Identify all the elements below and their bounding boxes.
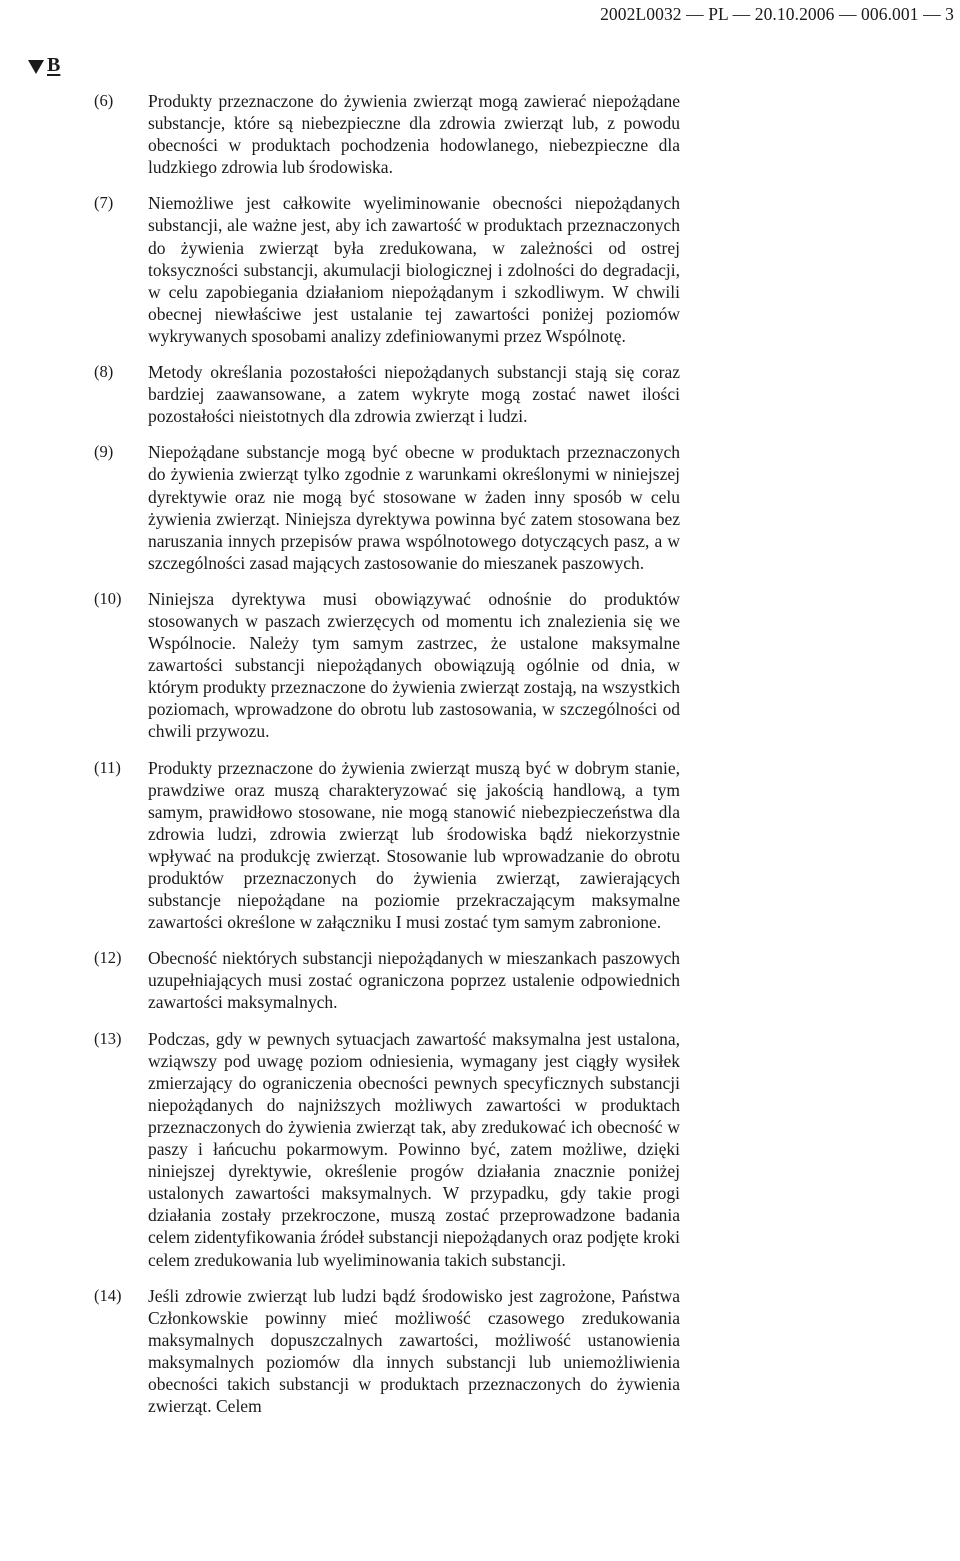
recital-text: Niemożliwe jest całkowite wyeliminowanie obecności niepożądanych substancji, ale ważne jest, aby ich zawartość w produktach przeznaczonych do żywienia zwierząt była zredukowana, w zależności od ostrej toksyczności substancji, akumulacji biologicznej i zdolności do degradacji, w celu zapobiegania działaniom niepożądanym i szkodliwym. W chwili obecnej niewłaściwe jest ustalanie tej zawartości poniżej poziomów wykrywanych sposobami analizy zdefiniowanymi przez Wspólnotę. (148, 193, 680, 346)
recital-6 (94, 90, 680, 178)
recitals-list (94, 90, 680, 1431)
recital-text: Produkty przeznaczone do żywienia zwierząt mogą zawierać niepożądane substancje, które są niebezpieczne dla zdrowia zwierząt lub, z powodu obecności w produktach pochodzenia hodowlanego, niebezpieczne dla ludzkiego zdrowia lub środowiska. (148, 91, 680, 178)
recital-7 (94, 192, 680, 347)
triangle-down-icon (28, 60, 44, 74)
recital-number: (13) (94, 1028, 122, 1048)
recital-text: Obecność niektórych substancji niepożądanych w mieszankach paszowych uzupełniających musi zostać ograniczona poprzez ustalenie odpowiednich zawartości maksymalnych. (148, 948, 680, 1013)
recital-number: (7) (94, 193, 114, 213)
recital-14 (94, 1285, 680, 1418)
recital-number: (11) (94, 757, 121, 777)
recital-number: (10) (94, 588, 122, 608)
recital-text: Produkty przeznaczone do żywienia zwierząt muszą być w dobrym stanie, prawdziwe oraz muszą charakteryzować się jakością handlową, a tym samym, prawidłowo stosowane, nie mogą stanowić niebezpieczeństwa dla zdrowia ludzi, zdrowia zwierząt lub środowiska bądź niekorzystnie wpływać na produkcję zwierząt. Stosowanie lub wprowadzanie do obrotu produktów przeznaczonych do żywienia zwierząt, zawierających substancje niepożądane na poziomie przekraczającym maksymalne zawartości określone w załączniku I musi zostać tym samym zabronione. (148, 757, 680, 933)
recital-text: Jeśli zdrowie zwierząt lub ludzi bądź środowisko jest zagrożone, Państwa Członkowskie powinny mieć możliwość czasowego zredukowania maksymalnych dopuszczalnych zawartości, możliwość ustanowienia maksymalnych poziomów dla innych substancji lub uniemożliwienia obecności takich substancji w produktach przeznaczonych do żywienia zwierząt. Celem (148, 1285, 680, 1417)
amendment-marker-label: B (47, 54, 61, 76)
recital-number: (6) (94, 91, 114, 110)
recital-13 (94, 1028, 680, 1271)
recital-8 (94, 361, 680, 427)
recital-number: (12) (94, 948, 122, 968)
recital-number: (9) (94, 442, 114, 462)
recital-9 (94, 441, 680, 574)
recital-10 (94, 588, 680, 743)
running-header: 2002L0032 — PL — 20.10.2006 — 006.001 — 3 (600, 4, 954, 24)
recital-text: Metody określania pozostałości niepożądanych substancji stają się coraz bardziej zaawansowane, a zatem wykryte mogą zostać nawet ilości pozostałości nieistotnych dla zdrowia zwierząt i ludzi. (148, 362, 680, 427)
recital-number: (14) (94, 1285, 122, 1305)
recital-number: (8) (94, 362, 114, 382)
recital-text: Niniejsza dyrektywa musi obowiązywać odnośnie do produktów stosowanych w paszach zwierzęcych od momentu ich znalezienia się we Wspólnocie. Należy tym samym zastrzec, że ustalone maksymalne zawartości substancji niepożądanych obowiązują ogólnie od dnia, w którym produkty przeznaczone do żywienia zwierząt zostają, na wszystkich poziomach, wprowadzone do obrotu lub zastosowania, w szczególności od chwili przywozu. (148, 588, 680, 742)
recital-text: Podczas, gdy w pewnych sytuacjach zawartość maksymalna jest ustalona, wziąwszy pod uwagę poziom odniesienia, wymagany jest ciągły wysiłek zmierzający do ograniczenia obecności pewnych specyficznych substancji niepożądanych do najniższych możliwych zawartości w produktach przeznaczonych do żywienia zwierząt tak, aby zredukować ich obecność w paszy i łańcuchu pokarmowym. Powinno być, zatem możliwe, dzięki niniejszej dyrektywie, określenie progów działania znacznie poniżej ustalonych zawartości maksymalnych. W przypadku, gdy takie progi działania zostały przekroczone, muszą zostać przeprowadzone badania celem zidentyfikowania źródeł substancji niepożądanych oraz podjęte kroki celem zredukowania lub wyeliminowania takich substancji. (148, 1028, 680, 1270)
recital-12 (94, 947, 680, 1013)
recital-text: Niepożądane substancje mogą być obecne w produktach przeznaczonych do żywienia zwierząt tylko zgodnie z warunkami określonymi w niniejszej dyrektywie oraz nie mogą być stosowane w żaden inny sposób w celu żywienia zwierząt. Niniejsza dyrektywa powinna być zatem stosowana bez naruszania innych przepisów prawa wspólnotowego dotyczących pasz, a w szczególności zasad mających zastosowanie do mieszanek paszowych. (148, 442, 680, 573)
amendment-marker (28, 54, 60, 77)
recital-11 (94, 757, 680, 934)
